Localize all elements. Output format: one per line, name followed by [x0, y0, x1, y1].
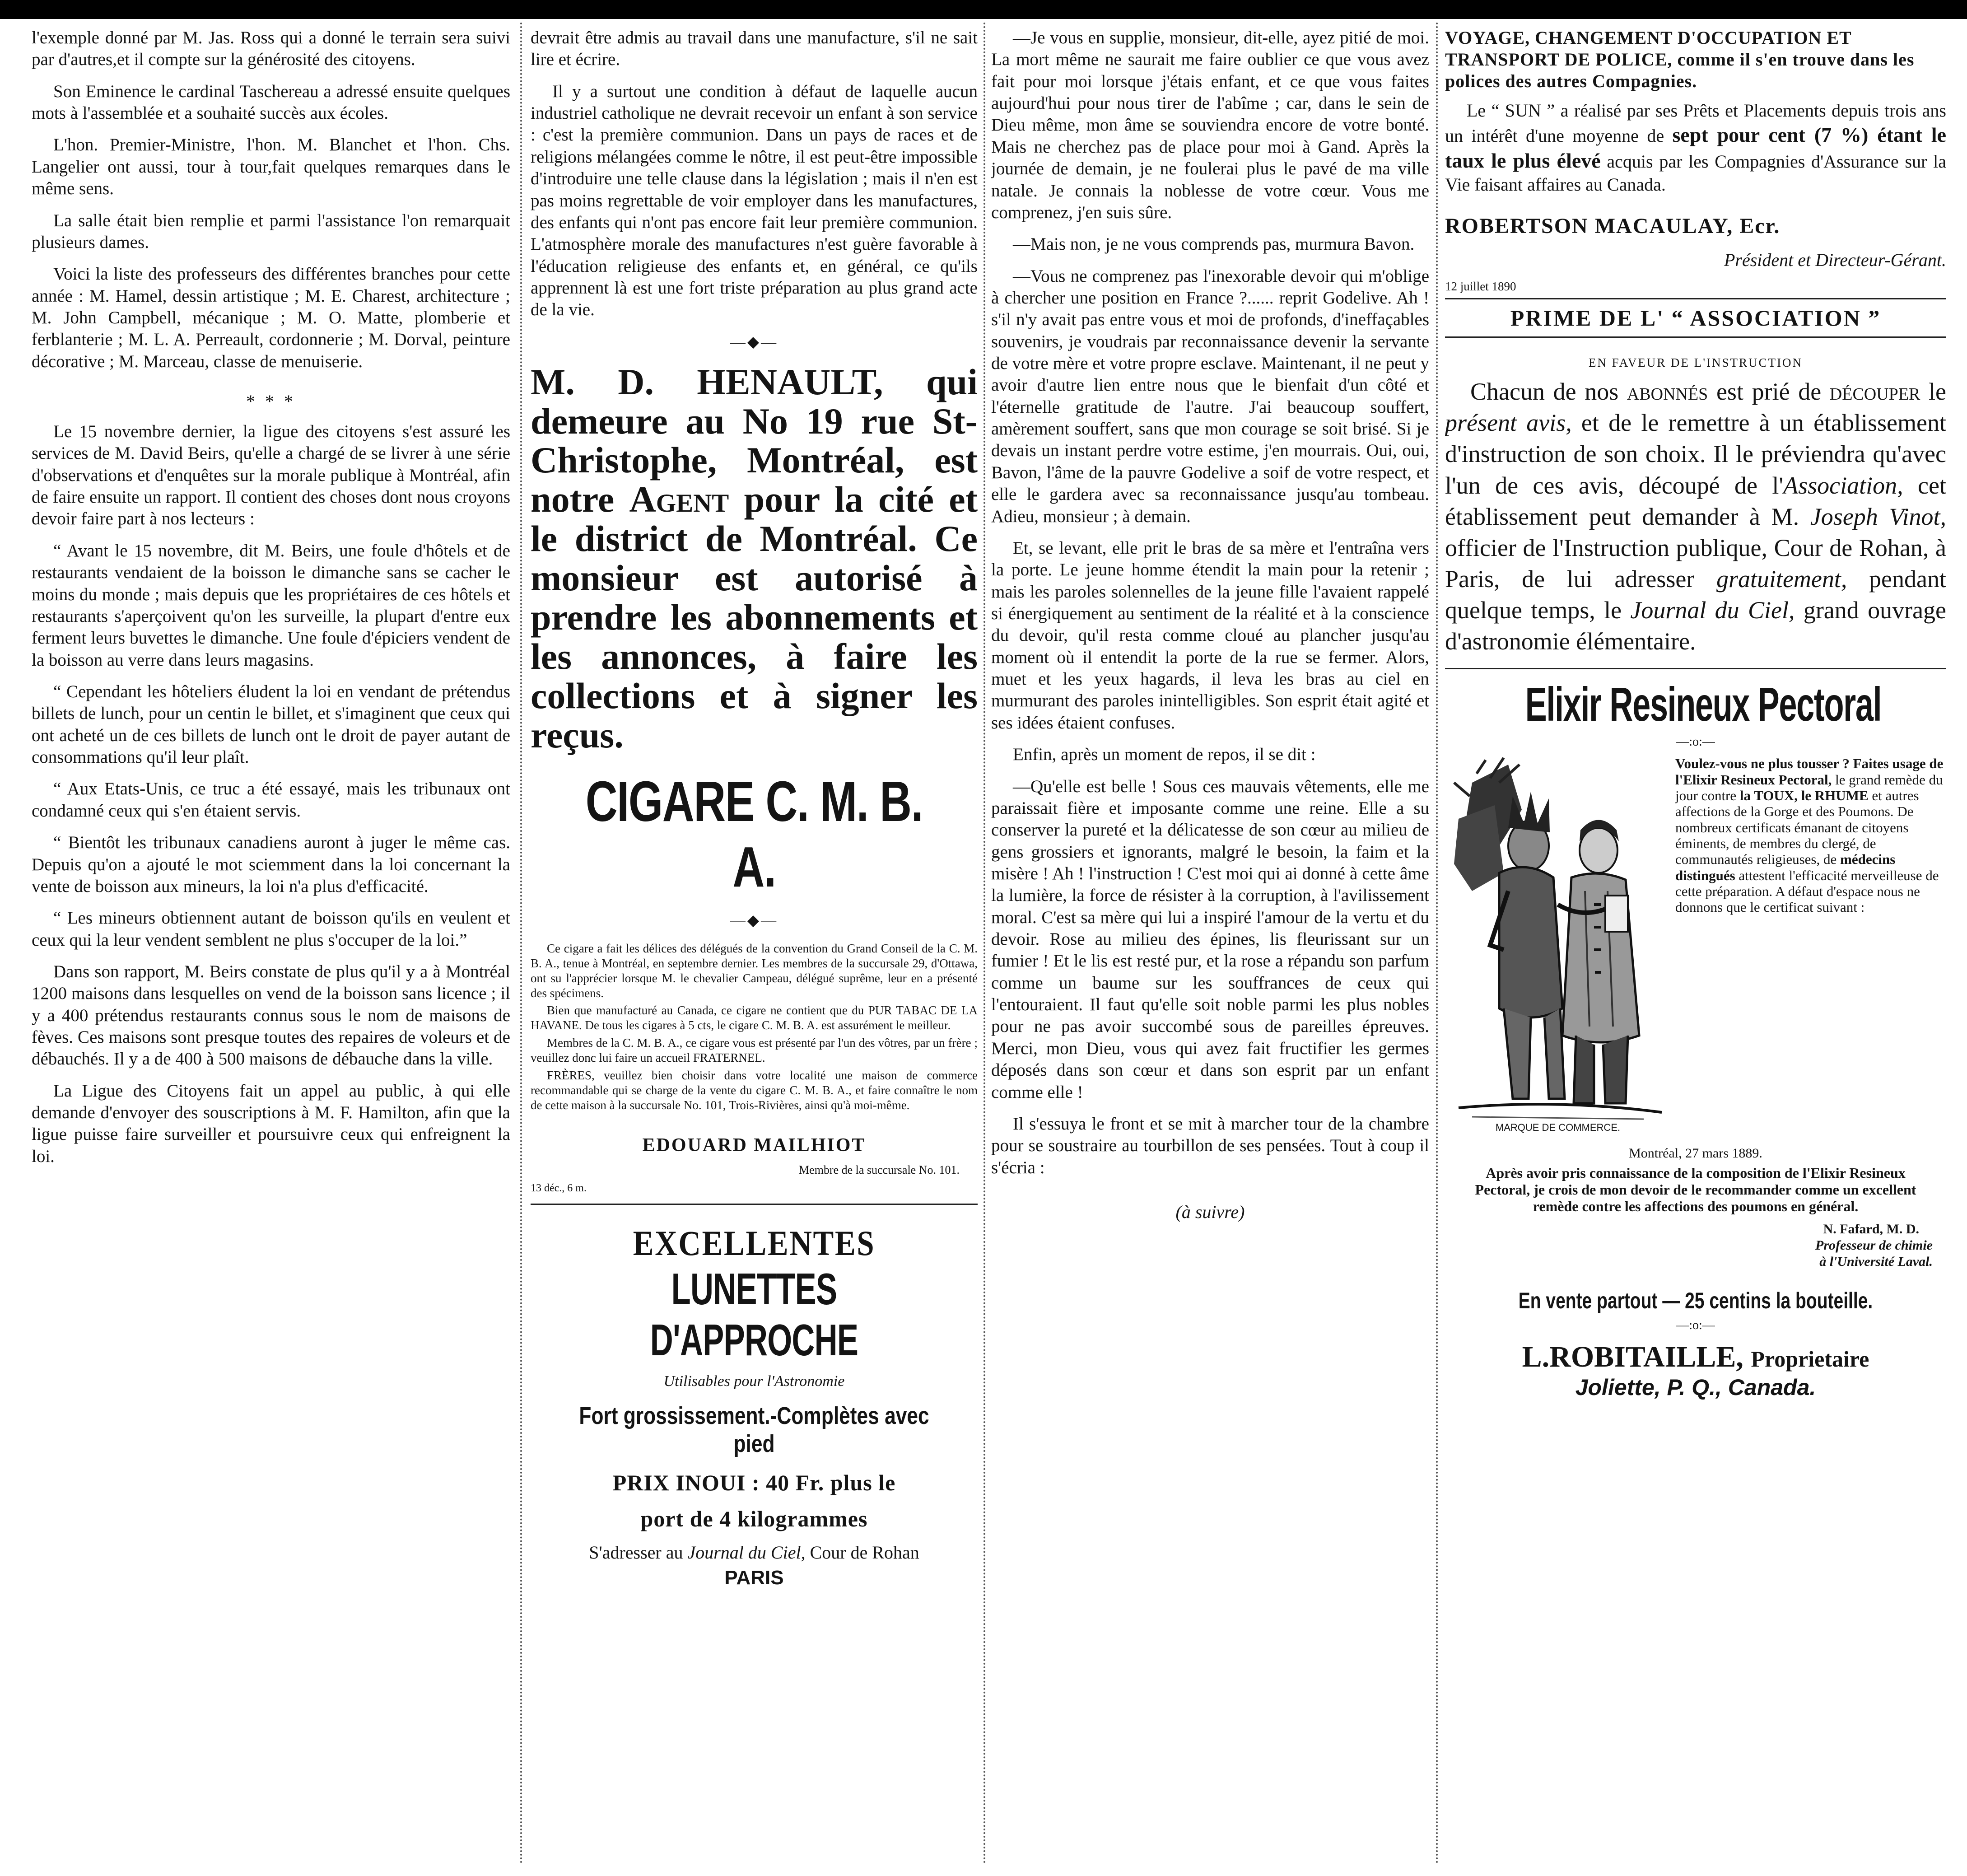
prime-text: officier de l'Instruction publique, Cour de Rohan, à Paris, de lui adresser	[1445, 534, 1946, 593]
telescope-ad-city: PARIS	[724, 1567, 784, 1589]
prime-text: Association,	[1783, 471, 1903, 499]
prime-text: pendant quelque temps, le	[1445, 565, 1946, 624]
address-text: Cour de Rohan	[810, 1542, 919, 1563]
prime-text: le	[1929, 378, 1946, 406]
telescope-ad-shipping: port de 4 kilogrammes	[640, 1506, 868, 1532]
prime-text: découper	[1829, 378, 1920, 406]
testimony-date: Montréal, 27 mars 1889.	[1629, 1146, 1762, 1161]
ornament-divider: —◆—	[730, 912, 778, 929]
top-black-border	[0, 0, 1967, 19]
prime-text: et de le remettre à un établissement d'instruction de son choix. Il le préviendra qu'avec l'un de ces avis, découpé de l'	[1445, 409, 1946, 499]
separator: —:o:—	[1676, 735, 1715, 749]
address-journal: Journal du Ciel,	[687, 1542, 806, 1563]
prime-text: abonnés	[1627, 378, 1708, 406]
elixir-ad	[1445, 668, 1946, 1400]
proprietor-label: Proprietaire	[1751, 1346, 1869, 1372]
agent-notice-text: M. D. HENAULT, qui demeure au No 19 rue St-Christophe, Montréal, est notre	[531, 361, 978, 520]
trademark-label: MARQUE DE COMMERCE.	[1495, 1122, 1621, 1134]
elixir-text: Voulez-vous ne plus tousser ? Faites usage de	[1675, 756, 1944, 772]
telescope-ad-line: EXCELLENTES	[633, 1223, 876, 1263]
elixir-text: De nombreux certificats émanant de citoyens éminents, de membres du clergé, de communautés religieuses, de	[1675, 803, 1914, 868]
telescope-ad-title: LUNETTES D'APPROCHE	[650, 1264, 858, 1365]
sun-text: acquis par les Compagnies d'Assurance sur la Vie faisant affaires au Canada.	[1445, 151, 1946, 195]
paragraph: devrait être admis au travail dans une manufacture, s'il ne sait lire et écrire.	[531, 28, 978, 70]
address-text: S'adresser au	[589, 1542, 683, 1563]
paragraph: Dans son rapport, M. Beirs constate de plus qu'il y a à Montréal 1200 maisons dans lesquelles on vend de la boisson sans licence ; il y a 400 prétendus restaurants connus sous le nom de maisons de fèves. Ces maisons sont presque toutes des repaires de voleurs et de débauchés. Il y a de 400 à 500 maisons de débauche dans la ville.	[32, 961, 510, 1069]
elixir-text: attestent l'efficacité merveilleuse de cette préparation.	[1675, 867, 1939, 899]
sun-text: Le “ SUN ” a réalisé par ses Prêts et Placements depuis trois ans un intérêt d'une moyenne de	[1445, 100, 1946, 146]
trademark-figures-icon	[1445, 756, 1671, 1126]
prime-text: est prié de	[1716, 378, 1822, 406]
elixir-ad-body	[1445, 756, 1946, 1139]
prime-heading: PRIME DE L' “ ASSOCIATION ”	[1445, 298, 1946, 338]
prime-text: Journal du Ciel,	[1630, 597, 1795, 624]
telescope-ad-subtitle: Utilisables pour l'Astronomie	[663, 1373, 845, 1390]
cigar-ad-signature: EDOUARD MAILHIOT	[642, 1135, 866, 1156]
insurance-ad-signature: ROBERTSON MACAULAY, Ecr.	[1445, 214, 1781, 238]
ornament-divider: —◆—	[730, 333, 778, 350]
prime-subheading: EN FAVEUR DE L'INSTRUCTION	[1588, 356, 1803, 370]
cigar-ad-paragraph: Ce cigare a fait les délices des délégués de la convention du Grand Conseil de la C. M. B. A., tenue à Montréal, en septembre dernier. Les membres de la succursale 29, d'Ottawa, ont su l'apprécier lorsque M. le chevalier Campeau, délégué suprême, leur en a présenté des spécimens.	[531, 941, 978, 1000]
paragraph: —Qu'elle est belle ! Sous ces mauvais vêtements, elle me paraissait fière et imposante comme une reine. Elle a su conserver la pureté et la délicatesse de son cœur au milieu de gens grossiers et ignorants, malgré le besoin, la faim et la misère ! Ah ! l'instruction ! C'est moi qui ai donné à cette âme la lumière, la force de résister à la corruption, à l'avilissement moral. C'est sa mère qui lui a inspiré l'amour de la vertu et du devoir. Rose au milieu des épines, lis fleurissant sur un fumier ! Et le lis est resté pur, et la rose a répandu son parfum comme un baume sur les souffrances de ceux qui l'entouraient. Il faut qu'elle soit noble parmi les plus nobles pour ne pas avoir succombé sous de pareilles épreuves. Merci, mon Dieu, vous qui avez fait fructifier les germes déposés dans son cœur et dans son esprit par un enfant comme elle !	[991, 776, 1429, 1102]
testimony-text: Après avoir pris connaissance de la composition de l'Elixir Resineux Pectoral, je crois de mon devoir de le recommander comme un excellent remède contre les affections des poumons en général.	[1475, 1165, 1916, 1215]
prime-text: cet établissement peut demander à M.	[1445, 471, 1946, 530]
elixir-text: et autres affections de la Gorge et des Poumons.	[1675, 787, 1919, 820]
insurance-ad-title: Président et Directeur-Gérant.	[1724, 250, 1946, 271]
column-feuilleton	[991, 27, 1429, 1861]
prime-text: gratuitement,	[1716, 565, 1847, 593]
elixir-text: A défaut d'espace nous ne donnons que le certificat suivant :	[1675, 883, 1920, 915]
testimony-title: Professeur de chimie	[1815, 1237, 1933, 1253]
paragraph: Le 15 novembre dernier, la ligue des citoyens s'est assuré les services de M. David Beirs, qu'elle a chargé de se livrer à une série d'observations et d'enquêtes sur la morale publique à Montréal, afin de faire ensuite un rapport. Il contient des choses dont nous croyons devoir faire part à nos lecteurs :	[32, 422, 510, 529]
prime-text: Joseph Vinot,	[1810, 503, 1946, 530]
agent-notice-text: pour la cité et le district de Montréal. Ce monsieur est autorisé à prendre les abonnements et les annonces, à faire les collections et à signer les reçus.	[531, 479, 978, 756]
column-notices	[531, 27, 978, 1861]
paragraph: —Je vous en supplie, monsieur, dit-elle, ayez pitié de moi. La mort même ne saurait me faire oublier ce que vous avez fait pour moi lorsque j'étais enfant, et ce que vous faites aujourd'hui pour nous tirer de l'abîme ; car, dans le sein de Dieu même, mon âme se souviendra encore de votre bonté. Mais ne cherchez pas de place pour moi à Gand. Après la journée de demain, je ne foulerai plus le pavé de ma ville natale. Je connais la noblesse de votre cœur. Vous me comprenez, j'en suis sûre.	[991, 28, 1429, 222]
insurance-ad-paragraph	[1445, 99, 1946, 196]
column-rule-2	[984, 23, 985, 1865]
column-rule-3	[1436, 23, 1438, 1865]
telescope-ad-feature: Fort grossissement.-Complètes avec pied	[579, 1402, 929, 1458]
paragraph: “ Bientôt les tribunaux canadiens auront à juger le même cas. Depuis qu'on a ajouté le mot sciemment dans la loi concernant la vente de boisson aux mineurs, la loi n'a plus d'efficacité.	[32, 833, 510, 896]
elixir-text: la TOUX, le RHUME	[1739, 787, 1869, 803]
paragraph: “ Cependant les hôteliers éludent la loi en vendant de prétendus billets de lunch, pour un centin le billet, et s'imaginent que ceux qui ont acheté un de ces billets de lunch ont le droit de payer autant de consommations qu'il leur plaît.	[32, 681, 510, 767]
cigar-ad-paragraph: Membres de la C. M. B. A., ce cigare vous est présenté par l'un des vôtres, par un frère ; veuillez donc lui faire un accueil FRATERNEL.	[531, 1036, 978, 1065]
paragraph: Enfin, après un moment de repos, il se dit :	[1013, 745, 1316, 765]
elixir-text: médecins distingués	[1675, 851, 1896, 883]
prime-text: Chacun de nos	[1470, 378, 1619, 406]
sun-rate: sept pour cent (7 %) étant le taux le plus élevé	[1445, 123, 1946, 172]
proprietor-name: L.ROBITAILLE,	[1522, 1340, 1743, 1373]
paragraph: L'hon. Premier-Ministre, l'hon. M. Blanchet et l'hon. Chs. Langelier ont aussi, tour à tour,fait quelques remarques dans le même sens.	[32, 135, 510, 199]
cigar-ad-date: 13 déc., 6 m.	[531, 1182, 587, 1195]
elixir-trademark-illustration	[1445, 756, 1671, 1139]
prime-text: présent avis,	[1445, 409, 1572, 437]
cigar-ad-paragraph: FRÈRES, veuillez bien choisir dans votre localité une maison de commerce recommandable qui se charge de la vente du cigare C. M. B. A., et faire connaître le nom de cette maison à la succursale No. 101, Trois-Rivières, ainsi qu'à moi-même.	[531, 1069, 978, 1112]
elixir-ad-description	[1671, 756, 1946, 1139]
paragraph: Et, se levant, elle prit le bras de sa mère et l'entraîna vers la porte. Le jeune homme étendit la main pour la retenir ; mais les paroles solennelles de la jeune fille l'avaient rappelé si énergiquement au sentiment de la réalité et à la conscience du devoir, qu'il resta comme cloué au plancher jusqu'au moment où il entendit la porte de la rue se fermer. Alors, muet et les yeux hagards, il leva les bras au ciel en murmurant des paroles inintelligibles. Son esprit était agité et ses idées étaient confuses.	[991, 538, 1429, 733]
paragraph: La salle était bien remplie et parmi l'assistance l'on remarquait plusieurs dames.	[32, 210, 510, 252]
section-asterism: * * *	[246, 391, 296, 412]
telescope-ad-address	[531, 1542, 978, 1563]
proprietor-location: Joliette, P. Q., Canada.	[1575, 1374, 1816, 1400]
prime-text: grand ouvrage d'astronomie élémentaire.	[1445, 597, 1946, 655]
elixir-text: le grand remède du jour contre	[1675, 771, 1943, 803]
telescope-ad-price: PRIX INOUI : 40 Fr. plus le	[612, 1470, 896, 1496]
paragraph: “ Aux Etats-Unis, ce truc a été essayé, mais les tribunaux ont condamné ceux qui s'en étaient servis.	[32, 779, 510, 821]
paragraph: “ Les mineurs obtiennent autant de boisson qu'ils en veulent et ceux qui la leur vendent semblent ne plus s'occuper de la loi.”	[32, 908, 510, 950]
divider-line	[531, 1204, 978, 1205]
paragraph: Il s'essuya le front et se mit à marcher tour de la chambre pour se soustraire au tourbillon de ses pensées. Tout à coup il s'écria :	[991, 1114, 1429, 1177]
cigar-ad-title: CIGARE C. M. B. A.	[585, 769, 923, 899]
column-news-montreal	[32, 27, 510, 1861]
paragraph: —Mais non, je ne vous comprends pas, murmura Bavon.	[1013, 234, 1415, 254]
insurance-ad-date: 12 juillet 1890	[1445, 280, 1516, 294]
prime-paragraph	[1445, 376, 1946, 657]
cigar-ad-paragraph: Bien que manufacturé au Canada, ce cigare ne contient que du PUR TABAC DE LA HAVANE. De tous les cigares à 5 cts, le cigare C. M. B. A. est assurément le meilleur.	[531, 1003, 978, 1032]
to-be-continued: (à suivre)	[1175, 1201, 1245, 1222]
agent-notice-agent-word: Agent	[629, 479, 729, 520]
separator: —:o:—	[1676, 1318, 1715, 1332]
elixir-ad-title: Elixir Resineux Pectoral	[1525, 678, 1882, 732]
cigar-ad-signature-note: Membre de la succursale No. 101.	[799, 1163, 960, 1177]
paragraph: Son Eminence le cardinal Taschereau a adressé ensuite quelques mots à l'assemblée et a souhaité succès aux écoles.	[32, 81, 510, 123]
paragraph: l'exemple donné par M. Jas. Ross qui a donné le terrain sera suivi par d'autres,et il compte sur la générosité des citoyens.	[32, 28, 510, 70]
paragraph: Il y a surtout une condition à défaut de laquelle aucun industriel catholique ne devrait recevoir un enfant à son service : c'est la première communion. Dans un pays de races et de religions mélangées comme le nôtre, il est peut-être impossible d'introduire une telle clause dans la législation ; mais il n'en est pas moins regrettable de voir employer dans les manufactures, des enfants qui n'ont pas encore fait leur première communion. L'atmosphère morale des manufactures n'est guère favorable à l'éducation religieuse des enfants et, en général, ce qu'ils apprennent là est une fort triste préparation au plus grand acte de la vie.	[531, 81, 978, 320]
paragraph: La Ligue des Citoyens fait un appel au public, à qui elle demande d'envoyer des souscriptions à M. F. Hamilton, afin que la ligue puisse faire surveiller et poursuivre ceux qui enfreignent la loi.	[32, 1081, 510, 1166]
insurance-ad-heading: VOYAGE, CHANGEMENT D'OCCUPATION ET TRANSPORT DE POLICE, comme il s'en trouve dans les polices des autres Compagnies.	[1445, 28, 1915, 91]
paragraph: Voici la liste des professeurs des différentes branches pour cette année : M. Hamel, dessin artistique ; M. E. Charest, architecture ; M. John Campbell, mécanique ; M. O. Matte, plomberie et ferblanterie ; M. L. A. Perreault, cordonnerie ; M. Dorval, peinture décorative ; M. Marceau, classe de menuiserie.	[32, 264, 510, 371]
testimony-signature: N. Fafard, M. D.	[1823, 1221, 1919, 1237]
agent-notice	[531, 363, 978, 755]
testimony-institution: à l'Université Laval.	[1819, 1254, 1933, 1269]
column-advertisements	[1445, 27, 1946, 1861]
proprietor-line	[1445, 1340, 1946, 1374]
column-rule-1	[520, 23, 522, 1865]
paragraph: “ Avant le 15 novembre, dit M. Beirs, une foule d'hôtels et de restaurants vendaient de la boisson le dimanche sans se cacher le moins du monde ; mais depuis que les propriétaires de ces hôtels et restaurants s'aperçoivent qu'on les surveille, la plupart d'entre eux ferment leurs buvettes le dimanche. Une foule d'épiciers vendent de la boisson au verre dans leurs magasins.	[32, 541, 510, 670]
elixir-text: l'Elixir Resineux Pectoral,	[1675, 771, 1832, 788]
elixir-price-line: En vente partout — 25 centins la bouteille.	[1518, 1288, 1873, 1313]
paragraph: —Vous ne comprenez pas l'inexorable devoir qui m'oblige à chercher une position en France ?...... reprit Godelive. Ah ! s'il n'y avait pas entre vous et moi de profonds, d'ineffaçables souvenirs, je voudrais par reconnaissance devenir la servante de votre mère et votre propre esclave. Maintenant, il ne peut y avoir d'autre lien entre nous que le bienfait d'un côté et l'éternelle gratitude de l'autre. J'ai beaucoup souffert, amèrement souffert, sans que mon courage se soit brisé. Si je devais un instant perdre votre estime, j'en mourrais. Oui, oui, Bavon, l'âme de la pauvre Godelive a soif de votre respect, et elle le gardera avec sa reconnaissance jusqu'au tombeau. Adieu, monsieur ; à demain.	[991, 266, 1429, 526]
